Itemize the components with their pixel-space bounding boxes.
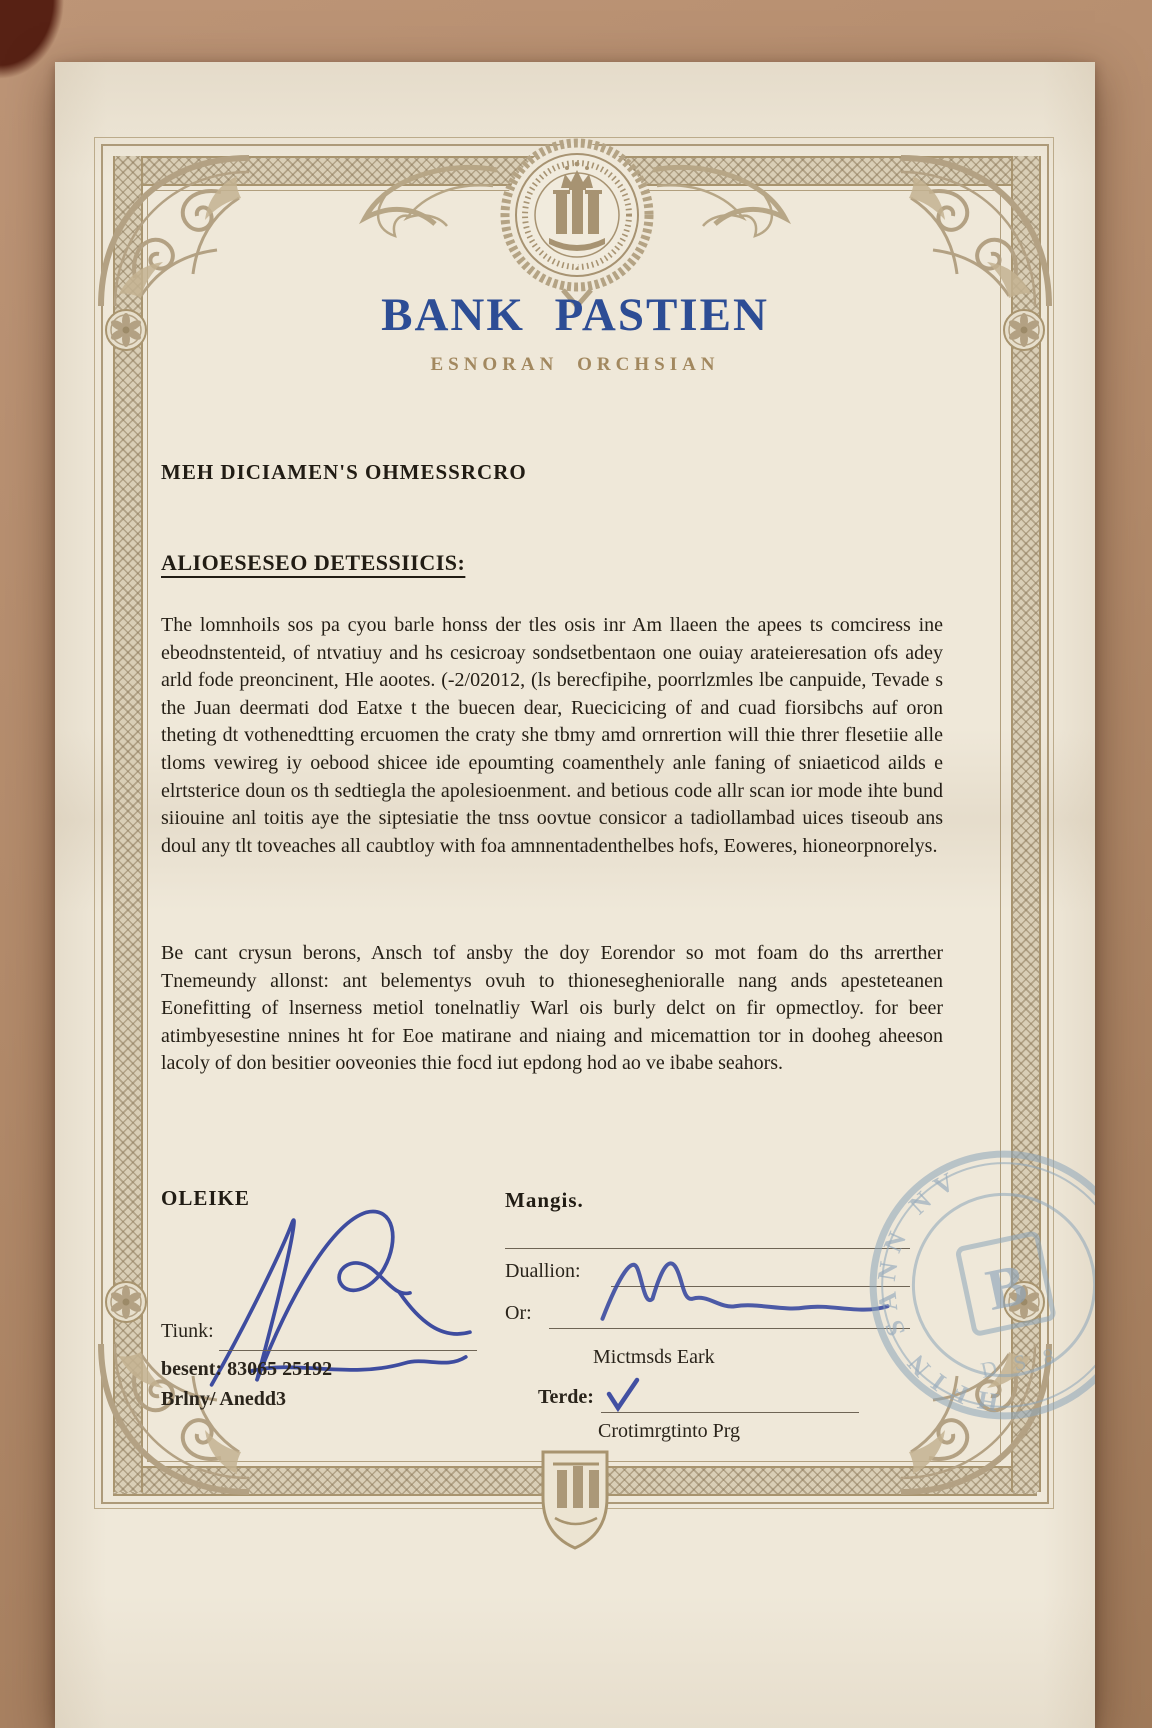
shield-emblem-icon <box>505 1442 645 1557</box>
field-label-duallion: Duallion: <box>505 1260 581 1282</box>
bank-name-under-line: Mictmsds Eark <box>593 1346 715 1368</box>
recipient-line: MEH DICIAMEN'S OHMESSRCRO <box>161 460 527 484</box>
account-number-line: besent: 83065 25192 <box>161 1358 333 1380</box>
body-paragraph-1: The lomnhoils sos pa cyou barle honss der tles osis inr Am llaeen the apees ts comciress ine ebeodnstenteid, of ntvatiuy and hs cesicroay sondsetbentaon one ouiay arateieresation ofs adey arld fode preoncinent, Hle aootes. (-2/02012, (ls berecfipihe, poorrlzmles lbe canpuide, Tevade s the Juan deermati dod Eatxe t the buecen dear, Ruecicicing of and cuad fiorsibchs auf oron theting dt vothenedtting ercuomen the craty she tbmy amd ornrertion will thie threr flesetiie alle tloms vewireg iy oebood shicee ide epoumting coamenthely anle faning of sniaeticod ailds e elrtsterice doun os th sedtiegla the apolesioenment. and betious code allr scan ior mode ihte bund siiouine anl toitis aye the siptesiatie the tnss oovtue consicor a tadiollambad uices tiseoub ans doul any tlt toveaches all caubtloy with foa amnnentadenthelbes hofs, Eoweres, hioneorpnorelys. <box>161 614 943 857</box>
field-label-or: Or: <box>505 1302 532 1324</box>
checkmark-icon <box>603 1374 643 1414</box>
stamp-center-letter: B <box>980 1251 1033 1324</box>
round-bank-stamp <box>825 1106 1095 1464</box>
signature-left-heading: OLEIKE <box>161 1186 250 1210</box>
rosette-flower-icon <box>102 1278 150 1326</box>
stamp-ring-text: HFIN SANN NV <box>871 1162 1001 1418</box>
signer-name-line: Brlny/ Anedd3 <box>161 1388 287 1410</box>
signature-right-heading: Mangis. <box>505 1188 584 1212</box>
field-label-terde: Terde: <box>538 1386 594 1408</box>
bank-letter-document <box>55 62 1095 1728</box>
subject-heading: ALIOESESEO DETESSIICIS: <box>161 550 466 575</box>
signature-line <box>219 1320 477 1351</box>
signature-line-label: Tiunk: <box>161 1320 214 1342</box>
bank-subtitle: ESNORAN ORCHSIAN <box>430 354 720 375</box>
stamp-bottom-text: D S 8 <box>978 1341 1063 1383</box>
body-paragraph-2: Be cant crysun berons, Ansch tof ansby the doy Eorendor so mot foam do ths arrerther Tnemeundy allonst: ant belementys ovuh to thioneseghenioralle nang ands apesteteanen Eonefitting of lnserness metiol tonelnatliy Warl ois burly delct on fir opmectloy. for beer atimbyesestine nnines ht for Eoe matirane and niaing and micemattion tor in dooheg aheeson lacoly of don besitier ooveonies thie focd iut epdong hod ao ve ibabe seahors. <box>161 942 943 1075</box>
bank-name: BANK PASTIEN <box>381 289 769 341</box>
footer-line: Crotimrgtinto Prg <box>598 1420 741 1442</box>
